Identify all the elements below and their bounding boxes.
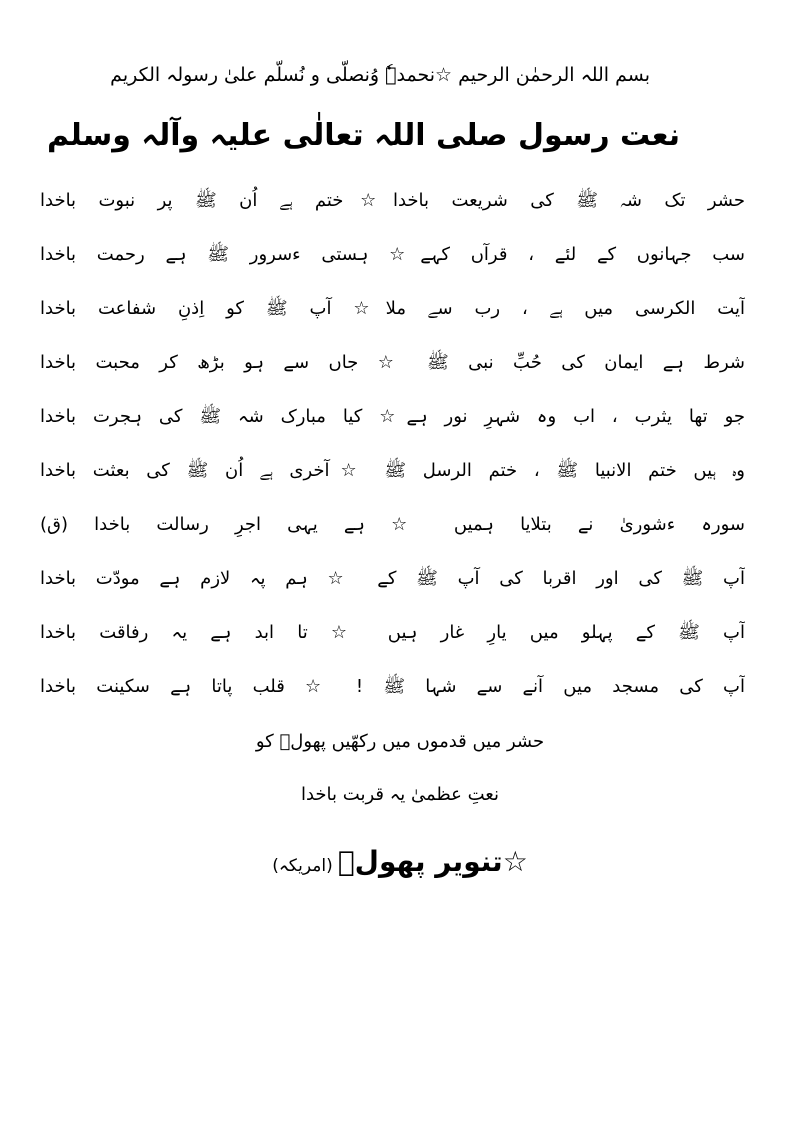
poem-line: آپ ﷺ کے پہلو میں یارِ غار ہیں ☆ تا ابد ہے یہ رفاقت باخدا bbox=[40, 622, 745, 643]
poet-name: ☆تنویر پھولؔ bbox=[337, 845, 528, 878]
poet-location: (امریکہ) bbox=[272, 856, 333, 876]
poem-line: سورہ ءشوریٰ نے بتلایا ہمیں ☆ ہے یہی اجرِ رسالت باخدا (ق) bbox=[40, 514, 745, 535]
poem-line: وہ ہیں ختم الانبیا ﷺ ، ختم الرسل ﷺ ☆آخری ہے اُن ﷺ کی بعثت باخدا bbox=[40, 460, 745, 481]
bismillah-heading: بسم اللہ الرحمٰن الرحیم ☆نحمدہٗ وُنصلّی و نُسلّم علیٰ رسولہ الکریم bbox=[110, 64, 650, 86]
poem-line: سب جہانوں کے لئے ، قرآں کہے☆ ہستی ءسرور ﷺ ہے رحمت باخدا bbox=[40, 244, 745, 265]
poem-line: شرط ہے ایمان کی حُبِّ نبی ﷺ ☆ جاں سے ہو بڑھ کر محبت باخدا bbox=[40, 352, 745, 373]
closing-line-1: حشر میں قدموں میں رکھّیں پھولؔ کو bbox=[255, 731, 545, 752]
poem-line: آپ کی مسجد میں آنے سے شہا ﷺ ! ☆ قلب پاتا ہے سکینت باخدا bbox=[40, 676, 745, 697]
poem-line: آپ ﷺ کی اور اقربا کی آپ ﷺ کے ☆ ہم پہ لازم ہے مودّت باخدا bbox=[40, 568, 745, 589]
poem-line: حشر تک شہ ﷺ کی شریعت باخدا☆ختم ہے اُن ﷺ پر نبوت باخدا bbox=[40, 190, 745, 211]
poem-line: جو تھا یثرب ، اب وہ شہرِ نور ہے☆ کیا مبارک شہ ﷺ کی ہجرت باخدا bbox=[40, 406, 745, 427]
poem-body bbox=[40, 185, 745, 725]
page-title: نعت رسول صلی اللہ تعالٰی علیہ وآلہ وسلم bbox=[47, 118, 680, 153]
closing-line-2: نعتِ عظمیٰ یہ قربت باخدا bbox=[300, 784, 500, 805]
poem-line: آیت الکرسی میں ہے ، رب سے ملا☆ آپ ﷺ کو اِذنِ شفاعت باخدا bbox=[40, 298, 745, 319]
poet-signature bbox=[250, 840, 550, 888]
